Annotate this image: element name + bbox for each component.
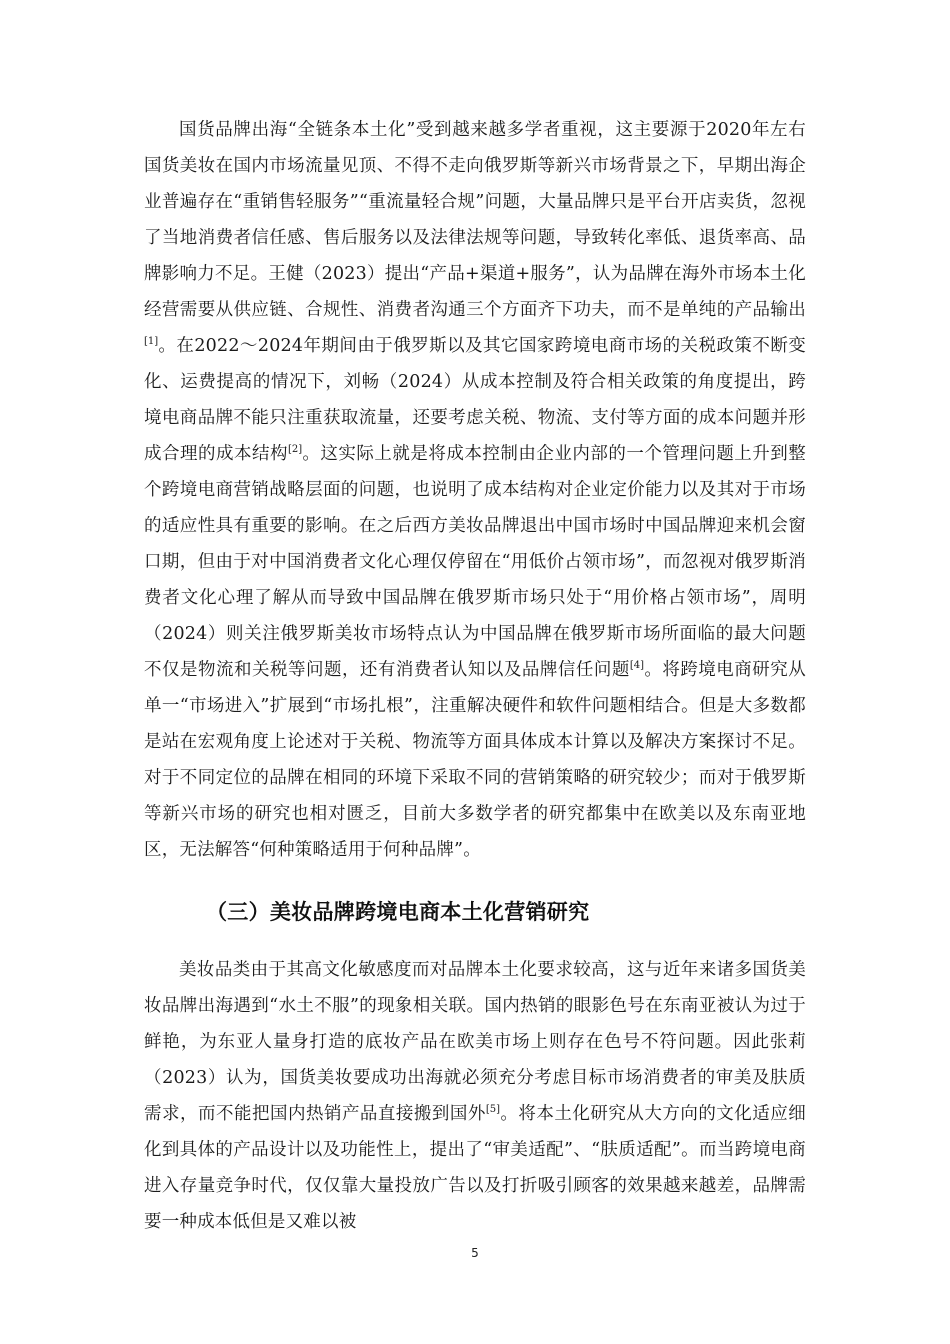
paragraph-text: 国货品牌出海“全链条本土化”受到越来越多学者重视，这主要源于2020年左右国货美妆在国内市场流量见顶、不得不走向俄罗斯等新兴市场背景之下，早期出海企业普遍存在“重销售轻服务”“重流量轻合规”问题，大量品牌只是平台开店卖货，忽视了当地消费者信任感、售后服务以及法律法规等问题，导致转化率低、退货率高、品牌影响力不足。王健（2023）提出“产品+渠道+服务”，认为品牌在海外市场本土化经营需要从供应链、合规性、消费者沟通三个方面齐下功夫，而不是单纯的产品输出 bbox=[144, 120, 806, 320]
body-paragraph-2 bbox=[144, 952, 806, 1240]
citation-ref-4: [4] bbox=[629, 660, 645, 672]
paragraph-text: 美妆品类由于其高文化敏感度而对品牌本土化要求较高，这与近年来诸多国货美妆品牌出海遇到“水土不服”的现象相关联。国内热销的眼影色号在东南亚被认为过于鲜艳，为东亚人量身打造的底妆产品在欧美市场上则存在色号不符问题。因此张莉（2023）认为，国货美妆要成功出海就必须充分考虑目标市场消费者的审美及肤质需求，而不能把国内热销产品直接搬到国外 bbox=[144, 960, 806, 1124]
citation-ref-2: [2] bbox=[287, 444, 303, 456]
page-body bbox=[144, 112, 806, 1240]
paragraph-text: 。将跨境电商研究从单一“市场进入”扩展到“市场扎根”，注重解决硬件和软件问题相结合。但是大多数都是站在宏观角度上论述对于关税、物流等方面具体成本计算以及解决方案探讨不足。对于不同定位的品牌在相同的环境下采取不同的营销策略的研究较少；而对于俄罗斯等新兴市场的研究也相对匮乏，目前大多数学者的研究都集中在欧美以及东南亚地区，无法解答“何种策略适用于何种品牌”。 bbox=[144, 660, 806, 860]
section-heading: （三）美妆品牌跨境电商本土化营销研究 bbox=[206, 900, 590, 924]
citation-ref-1: [1] bbox=[144, 336, 159, 348]
citation-ref-5: [5] bbox=[485, 1104, 501, 1116]
paragraph-text: 。将本土化研究从大方向的文化适应细化到具体的产品设计以及功能性上，提出了“审美适配”、“肤质适配”。而当跨境电商进入存量竞争时代，仅仅靠大量投放广告以及打折吸引顾客的效果越来越差，品牌需要一种成本低但是又难以被 bbox=[144, 1104, 806, 1232]
body-paragraph-1 bbox=[144, 112, 806, 868]
paragraph-text: 。这实际上就是将成本控制由企业内部的一个管理问题上升到整个跨境电商营销战略层面的问题，也说明了成本结构对企业定价能力以及其对于市场的适应性具有重要的影响。在之后西方美妆品牌退出中国市场时中国品牌迎来机会窗口期，但由于对中国消费者文化心理仅停留在“用低价占领市场”，而忽视对俄罗斯消费者文化心理了解从而导致中国品牌在俄罗斯市场只处于“用价格占领市场”，周明（2024）则关注俄罗斯美妆市场特点认为中国品牌在俄罗斯市场所面临的最大问题不仅是物流和关税等问题，还有消费者认知以及品牌信任问题 bbox=[144, 444, 806, 680]
page-number: 5 bbox=[471, 1246, 479, 1260]
paragraph-text: 。在2022～2024年期间由于俄罗斯以及其它国家跨境电商市场的关税政策不断变化、运费提高的情况下，刘畅（2024）从成本控制及符合相关政策的角度提出，跨境电商品牌不能只注重获取流量，还要考虑关税、物流、支付等方面的成本问题并形成合理的成本结构 bbox=[144, 336, 806, 464]
